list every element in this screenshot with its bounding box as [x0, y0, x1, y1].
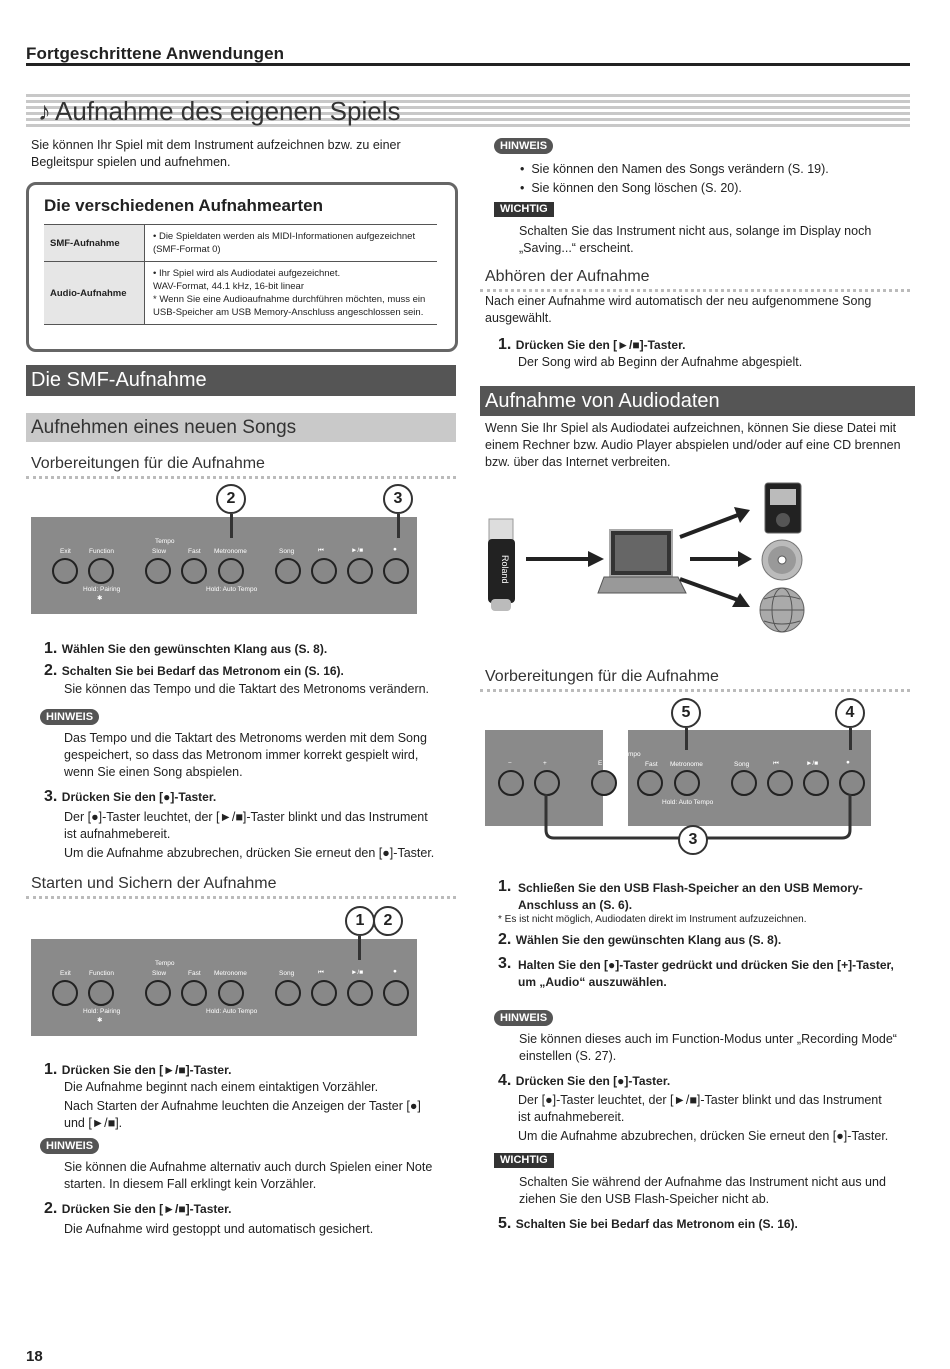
metronome-label: Metronome [214, 970, 247, 977]
listen-text [485, 293, 910, 327]
bluetooth-icon: ✱ [97, 595, 103, 602]
dotted-rule [26, 896, 456, 899]
bluetooth-icon: ✱ [97, 1017, 103, 1024]
step-text: Wählen Sie den gewünschten Klang aus (S. 8). [515, 933, 782, 947]
text-line: ausgewählt. [485, 311, 552, 325]
step-text: Schalten Sie bei Bedarf das Metronom ein (S. 16). [515, 1217, 798, 1231]
left-steps-2 [44, 1061, 454, 1132]
tempo-label: mpo [628, 751, 641, 758]
right-step-5 [498, 1215, 910, 1233]
prev-button[interactable] [311, 980, 337, 1006]
hinweis-list [520, 161, 910, 197]
text-line: Der [●]-Taster leuchtet, der [►/■]-Taster blinkt und das Instrument [64, 810, 428, 824]
callout-3: 3 [678, 825, 708, 855]
table-cell-value [145, 225, 438, 262]
metronome-label: Metronome [214, 548, 247, 555]
slow-button[interactable] [145, 980, 171, 1006]
plus-label: + [543, 760, 547, 767]
function-button[interactable] [88, 980, 114, 1006]
hinweis-text-1 [64, 730, 454, 781]
wichtig-text-2 [519, 1174, 909, 1208]
callout-3: 3 [383, 484, 413, 514]
metronome-button[interactable] [218, 558, 244, 584]
left-steps-1 [44, 640, 454, 698]
song-label: Song [734, 761, 750, 768]
listen-subheading: Abhören der Aufnahme [485, 268, 650, 285]
text-line: Die Aufnahme beginnt nach einem eintaktigen Vorzähler. [64, 1080, 379, 1094]
dotted-rule [480, 689, 910, 692]
step-text: Halten Sie den [●]-Taster gedrückt und drücken Sie den [+]-Taster, [518, 958, 894, 972]
text-line: gespeichert, so dass das Metronom immer korrekt gespielt wird, [64, 748, 419, 762]
text-line: Um die Aufnahme abzubrechen, drücken Sie erneut den [●]-Taster. [64, 846, 435, 860]
song-button[interactable] [275, 558, 301, 584]
audio-section-bar: Aufnahme von Audiodaten [480, 386, 915, 416]
callout-5: 5 [671, 698, 701, 728]
recording-types-table [44, 224, 437, 325]
text-line: Um die Aufnahme abzubrechen, drücken Sie erneut den [●]-Taster. [518, 1129, 889, 1143]
table-line: WAV-Format, 44.1 kHz, 16-bit linear [153, 281, 304, 292]
function-label: Function [89, 970, 114, 977]
text-line: ist aufnahmebereit. [64, 827, 171, 841]
text-line: und [►/■]. [64, 1116, 123, 1130]
function-label: Function [89, 548, 114, 555]
table-row [44, 262, 437, 325]
play-stop-button[interactable] [347, 980, 373, 1006]
text-line: einem Rechner bzw. Audio Player abspielen und/oder auf eine CD brennen [485, 438, 901, 452]
rec-label: ● [393, 968, 397, 975]
header-rule [26, 63, 910, 66]
prev-label: ⏮ [318, 969, 324, 976]
step-number: 3. [498, 955, 512, 972]
music-note-icon: ♪ [38, 96, 51, 126]
step-text: Drücken Sie den [►/■]-Taster. [515, 338, 686, 352]
slow-button[interactable] [145, 558, 171, 584]
text-line: „Saving...“ erscheint. [519, 241, 634, 255]
text-line: Sie können die Aufnahme alternativ auch durch Spielen einer Note [64, 1160, 433, 1174]
step-desc: Sie können das Tempo und die Taktart des Metronoms verändern. [64, 682, 430, 696]
text-line: Das Tempo und die Taktart des Metronoms werden mit dem Song [64, 731, 427, 745]
listen-step [498, 336, 908, 371]
smf-section-bar: Die SMF-Aufnahme [26, 365, 456, 396]
text-line: Sie können dieses auch im Function-Modus unter „Recording Mode“ [519, 1032, 897, 1046]
step-text: Drücken Sie den [►/■]-Taster. [61, 1202, 232, 1216]
hinweis-badge: HINWEIS [494, 138, 553, 154]
table-line: • Die Spieldaten werden als MIDI-Informationen aufgezeichnet [153, 231, 416, 242]
song-button[interactable] [275, 980, 301, 1006]
start-subheading: Starten und Sichern der Aufnahme [31, 875, 277, 892]
audio-text [485, 420, 910, 471]
usb-brand-label: Roland [500, 555, 510, 584]
callout-2: 2 [216, 484, 246, 514]
right-step-4 [498, 1072, 910, 1145]
rec-button[interactable] [383, 558, 409, 584]
page-title [38, 96, 400, 127]
play-stop-button[interactable] [347, 558, 373, 584]
text-line: Schalten Sie das Instrument nicht aus, solange im Display noch [519, 224, 872, 238]
table-line: • Ihr Spiel wird als Audiodatei aufgezeichnet. [153, 268, 341, 279]
text-line: Der [●]-Taster leuchtet, der [►/■]-Taster blinkt und das Instrument [518, 1093, 882, 1107]
exit-label: Exit [60, 970, 71, 977]
callout-1: 1 [345, 906, 375, 936]
intro-line: Begleitspur spielen und aufnehmen. [31, 155, 231, 169]
hinweis-text-3 [519, 1031, 909, 1065]
text-line: wenn Sie einen Song abspielen. [64, 765, 243, 779]
prep-subheading-2: Vorbereitungen für die Aufnahme [485, 668, 719, 685]
metronome-button[interactable] [218, 980, 244, 1006]
step-number: 1. [44, 640, 58, 657]
table-line: USB-Speicher am USB Memory-Anschluss angeschlossen sein. [153, 307, 424, 318]
callout-4: 4 [835, 698, 865, 728]
step-text: um „Audio“ auszuwählen. [518, 975, 667, 989]
step-text: Anschluss an (S. 6). [518, 898, 633, 912]
text-line: einstellen (S. 27). [519, 1049, 617, 1063]
hold-auto-tempo-label: Hold: Auto Tempo [662, 799, 714, 806]
step-number: 3. [44, 788, 58, 805]
text-line: bzw. über das Internet verbreiten. [485, 455, 671, 469]
step-number: 2. [44, 1200, 58, 1217]
callout-line [358, 936, 361, 960]
callout-line [230, 514, 233, 538]
list-item-text: Sie können den Namen des Songs verändern (S. 19). [531, 162, 829, 176]
step-text: Schließen Sie den USB Flash-Speicher an den USB Memory- [518, 881, 863, 895]
fast-button[interactable] [181, 558, 207, 584]
prev-label: ⏮ [773, 760, 779, 767]
step-number: 2. [498, 931, 512, 948]
text-line: Wenn Sie Ihr Spiel als Audiodatei aufzeichnen, können Sie diese Datei mit [485, 421, 897, 435]
fast-button[interactable] [181, 980, 207, 1006]
step-number: 1. [498, 336, 512, 353]
text-line: ist aufnahmebereit. [518, 1110, 625, 1124]
rec-label: ● [846, 759, 850, 766]
callout-2: 2 [373, 906, 403, 936]
song-label: Song [279, 970, 295, 977]
laptop-icon [598, 530, 686, 593]
hold-auto-tempo-label: Hold: Auto Tempo [206, 1008, 258, 1015]
table-cell-value [145, 262, 438, 325]
dotted-rule [26, 476, 456, 479]
step-text: Drücken Sie den [►/■]-Taster. [61, 1063, 232, 1077]
slow-label: Slow [152, 548, 167, 555]
step-number: 2. [44, 662, 58, 679]
callout-line [397, 514, 400, 538]
dotted-rule [480, 289, 910, 292]
table-line: (SMF-Format 0) [153, 244, 221, 255]
slow-label: Slow [152, 970, 167, 977]
table-row [44, 225, 437, 262]
table-cell-label: SMF-Aufnahme [44, 225, 145, 262]
play-stop-label: ►/■ [351, 547, 364, 554]
list-item: • Sie können den Namen des Songs verändern (S. 19). [520, 162, 829, 176]
hinweis-text-2 [64, 1159, 454, 1193]
exit-button[interactable] [52, 980, 78, 1006]
page-number: 18 [26, 1348, 43, 1365]
section-header: Fortgeschrittene Anwendungen [26, 44, 285, 63]
intro-text [31, 137, 451, 171]
metronome-label: Metronome [670, 761, 703, 768]
audio-illustration [480, 475, 910, 645]
new-song-bar: Aufnehmen eines neuen Songs [26, 413, 456, 442]
step-note: * Es ist nicht möglich, Audiodaten direkt im Instrument aufzuzeichnen. [498, 914, 807, 925]
hold-pairing-label: Hold: Pairing [83, 586, 121, 593]
text-line: Schalten Sie während der Aufnahme das Instrument nicht aus und [519, 1175, 886, 1189]
recording-types-title: Die verschiedenen Aufnahmearten [44, 196, 324, 215]
hinweis-badge: HINWEIS [40, 1138, 99, 1154]
audio-player-icon [765, 483, 801, 533]
table-line: * Wenn Sie eine Audioaufnahme durchführen möchten, muss ein [153, 294, 426, 305]
hinweis-badge: HINWEIS [494, 1010, 553, 1026]
exit-label: Exit [60, 548, 71, 555]
play-stop-label: ►/■ [351, 969, 364, 976]
step-text: Drücken Sie den [●]-Taster. [61, 790, 217, 804]
step-number: 4. [498, 1072, 512, 1089]
fast-label: Fast [188, 548, 201, 555]
step-number: 1. [44, 1061, 58, 1078]
step-text: Schalten Sie bei Bedarf das Metronom ein (S. 16). [61, 664, 344, 678]
right-steps [498, 878, 910, 991]
control-panel-diagram-2 [31, 906, 421, 1041]
wichtig-badge: WICHTIG [494, 202, 554, 217]
left-step-3 [44, 788, 454, 862]
play-stop-label: ►/■ [806, 760, 819, 767]
hinweis-badge: HINWEIS [40, 709, 99, 725]
minus-label: − [508, 760, 512, 767]
hold-auto-tempo-label: Hold: Auto Tempo [206, 586, 258, 593]
partial-label: E [598, 760, 603, 767]
text-line: ziehen Sie den USB Flash-Speicher nicht ab. [519, 1192, 770, 1206]
table-cell-label: Audio-Aufnahme [44, 262, 145, 325]
song-label: Song [279, 548, 295, 555]
page-title-text: Aufnahme des eigenen Spiels [55, 96, 401, 126]
list-item-text: Sie können den Song löschen (S. 20). [531, 181, 742, 195]
step-desc: Die Aufnahme wird gestoppt und automatisch gesichert. [64, 1222, 374, 1236]
control-panel-diagram-1 [31, 484, 421, 619]
prev-label: ⏮ [318, 547, 324, 554]
wichtig-text-1 [519, 223, 909, 257]
prev-button[interactable] [311, 558, 337, 584]
exit-button[interactable] [52, 558, 78, 584]
text-line: starten. In diesem Fall erklingt kein Vorzähler. [64, 1177, 317, 1191]
tempo-label: Tempo [155, 960, 175, 967]
fast-label: Fast [645, 761, 658, 768]
step-number: 5. [498, 1215, 512, 1232]
intro-line: Sie können Ihr Spiel mit dem Instrument aufzeichnen bzw. zu einer [31, 138, 401, 152]
hold-pairing-label: Hold: Pairing [83, 1008, 121, 1015]
text-line: Nach Starten der Aufnahme leuchten die Anzeigen der Taster [●] [64, 1099, 421, 1113]
tempo-label: Tempo [155, 538, 175, 545]
step-desc: Der Song wird ab Beginn der Aufnahme abgespielt. [518, 355, 803, 369]
wichtig-badge: WICHTIG [494, 1153, 554, 1168]
usb-stick-icon [488, 519, 515, 611]
control-panel-diagram-3 [485, 698, 875, 854]
step-number: 1. [498, 878, 512, 895]
list-item: • Sie können den Song löschen (S. 20). [520, 181, 742, 195]
function-button[interactable] [88, 558, 114, 584]
rec-button[interactable] [383, 980, 409, 1006]
rec-label: ● [393, 546, 397, 553]
cd-icon [762, 540, 802, 580]
globe-icon [760, 588, 804, 632]
left-step-2b [44, 1200, 454, 1238]
prep-subheading: Vorbereitungen für die Aufnahme [31, 455, 265, 472]
text-line: Nach einer Aufnahme wird automatisch der neu aufgenommene Song [485, 294, 872, 308]
fast-label: Fast [188, 970, 201, 977]
step-text: Drücken Sie den [●]-Taster. [515, 1074, 671, 1088]
step-text: Wählen Sie den gewünschten Klang aus (S. 8). [61, 642, 328, 656]
